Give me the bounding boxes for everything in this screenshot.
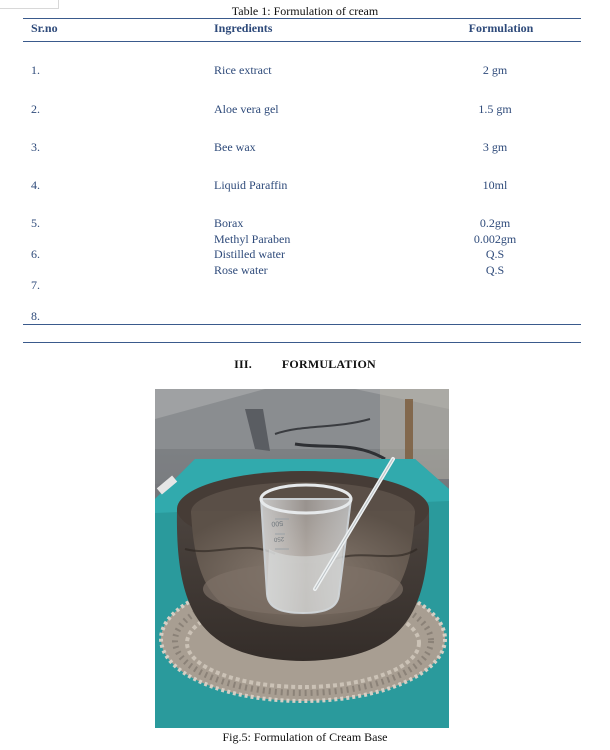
table-top-rule	[23, 18, 581, 19]
sr-no-cell: 1.	[31, 63, 40, 77]
ingredient-cell: Aloe vera gel	[214, 102, 279, 116]
section-title: FORMULATION	[281, 357, 376, 371]
formulation-cell: 10ml	[482, 178, 508, 192]
cream-base-photo	[155, 389, 449, 728]
formulation-cell: Q.S	[485, 247, 505, 261]
formulation-cell: Q.S	[485, 263, 505, 277]
sr-no-cell: 7.	[31, 278, 40, 292]
table-caption: Table 1: Formulation of cream	[231, 4, 379, 18]
ingredient-cell: Methyl Paraben	[214, 232, 291, 246]
sr-no-cell: 2.	[31, 102, 40, 116]
formulation-cell: 0.2gm	[479, 216, 511, 230]
beaker-volume-label: 500	[271, 519, 284, 528]
formulation-cell: 3 gm	[482, 140, 508, 154]
ingredient-cell: Bee wax	[214, 140, 256, 154]
formulation-cell: 0.002gm	[473, 232, 517, 246]
sr-no-cell: 3.	[31, 140, 40, 154]
ingredient-cell: Liquid Paraffin	[214, 178, 288, 192]
ingredient-cell: Rose water	[214, 263, 268, 277]
sr-no-cell: 5.	[31, 216, 40, 230]
formulation-cell: 1.5 gm	[478, 102, 512, 116]
section-number: III.	[234, 357, 252, 371]
section-heading	[0, 357, 610, 372]
header-sr-no: Sr.no	[31, 21, 58, 35]
ingredient-cell: Borax	[214, 216, 244, 230]
sr-no-cell: 4.	[31, 178, 40, 192]
table-bottom-rule	[23, 324, 581, 325]
sr-no-cell: 8.	[31, 309, 40, 323]
figure-caption: Fig.5: Formulation of Cream Base	[222, 730, 388, 744]
ingredient-cell: Distilled water	[214, 247, 285, 261]
beaker-volume-label-2: 250	[273, 535, 285, 542]
formulation-cell: 2 gm	[482, 63, 508, 77]
header-formulation: Formulation	[468, 21, 534, 35]
ingredient-cell: Rice extract	[214, 63, 272, 77]
section-rule	[23, 342, 581, 343]
header-rule	[23, 41, 581, 42]
sr-no-cell: 6.	[31, 247, 40, 261]
cream-base-photo-drawing	[155, 389, 449, 728]
header-ingredients: Ingredients	[214, 21, 273, 35]
